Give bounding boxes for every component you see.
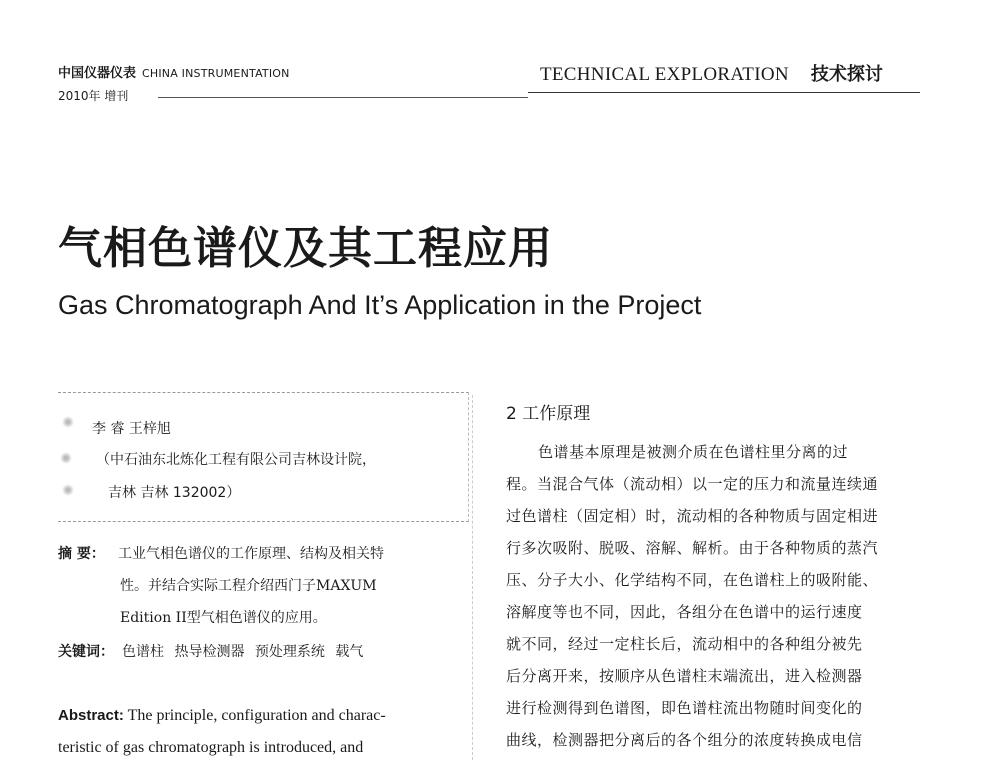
header-rule-left <box>158 97 528 98</box>
body-line: 压、分子大小、化学结构不同，在色谱柱上的吸附能、 <box>506 571 879 589</box>
section-name-en: TECHNICAL EXPLORATION <box>540 64 789 85</box>
section-heading: 2 工作原理 <box>506 404 591 424</box>
body-line: 程。当混合气体（流动相）以一定的压力和流量连续通 <box>506 475 879 493</box>
abstract-en-label: Abstract: <box>58 707 124 724</box>
body-line: 色谱基本原理是被测介质在色谱柱里分离的过 <box>538 443 849 461</box>
scan-speck <box>60 452 72 464</box>
abstract-cn-line: Edition II型气相色谱仪的应用。 <box>120 610 327 626</box>
header-rule-right <box>528 92 920 93</box>
author-names: 李 睿 王梓旭 <box>92 421 171 437</box>
body-line: 曲线，检测器把分离后的各个组分的浓度转换成电信 <box>506 731 863 749</box>
column-divider <box>472 395 473 760</box>
abstract-en-line: teristic of gas chromatograph is introduced, and <box>58 739 364 756</box>
abstract-en-text: The principle, configuration and charac- <box>123 707 386 724</box>
paper-title-en: Gas Chromatograph And It’s Application in the Project <box>58 290 702 320</box>
issue-label: 2010年 增刊 <box>58 89 129 103</box>
journal-name-cn: 中国仪器仪表 <box>58 66 137 81</box>
affiliation-line-1: （中石油东北炼化工程有限公司吉林设计院， <box>96 452 376 468</box>
journal-name-en: CHINA INSTRUMENTATION <box>142 67 290 80</box>
abstract-cn-line: 工业气相色谱仪的工作原理、结构及相关特 <box>118 546 384 562</box>
abstract-cn-label: 摘 要： <box>58 546 105 562</box>
abstract-en-line <box>58 707 386 725</box>
section-header <box>540 60 883 86</box>
body-line: 溶解度等也不同，因此，各组分在色谱中的运行速度 <box>506 603 863 621</box>
keywords-label: 关键词： <box>58 644 114 660</box>
scan-speck <box>62 484 74 496</box>
scan-speck <box>62 416 74 428</box>
keywords-text: 色谱柱 热导检测器 预处理系统 载气 <box>122 644 364 660</box>
paper-title-cn: 气相色谱仪及其工程应用 <box>58 223 553 274</box>
body-line: 就不同，经过一定柱长后，流动相中的各种组分被先 <box>506 635 863 653</box>
abstract-cn-line: 性。并结合实际工程介绍西门子MAXUM <box>120 578 377 594</box>
body-line: 行多次吸附、脱吸、溶解、解析。由于各种物质的蒸汽 <box>506 539 879 557</box>
body-line: 过色谱柱（固定相）时，流动相的各种物质与固定相进 <box>506 507 879 525</box>
affiliation-line-2: 吉林 吉林 132002） <box>108 485 241 501</box>
section-name-cn: 技术探讨 <box>810 64 883 85</box>
body-line: 进行检测得到色谱图，即色谱柱流出物随时间变化的 <box>506 699 863 717</box>
body-line: 后分离开来，按顺序从色谱柱末端流出，进入检测器 <box>506 667 863 685</box>
